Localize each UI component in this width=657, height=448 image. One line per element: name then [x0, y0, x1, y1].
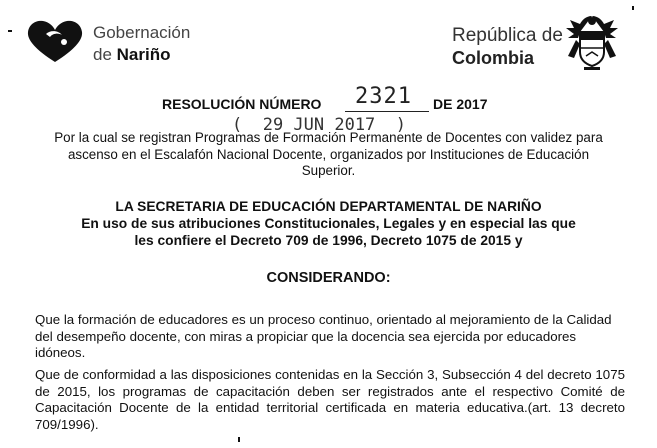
resolution-subtitle: Por la cual se registran Programas de Formación Permanente de Docentes con validez para ascenso en el Escalafón Nacional Docente, organizados por Instituciones de Educación Superior.: [54, 130, 603, 178]
scan-mark: [238, 437, 240, 442]
coat-of-arms-icon: [564, 12, 620, 72]
resolution-number-underline: [345, 111, 429, 112]
logo-line-republica: República de: [452, 25, 563, 46]
heart-logo-icon: [26, 20, 84, 64]
section-title: CONSIDERANDO:: [266, 270, 391, 286]
date-stamp: ( 29 JUN 2017 ): [232, 115, 406, 135]
resolution-title: [0, 84, 657, 116]
republica-colombia-logo: [452, 12, 652, 72]
logo-line-gobernacion: Gobernación: [93, 23, 191, 42]
paragraph: Que la formación de educadores es un proceso continuo, orientado al mejoramiento de la Calidad del desempeño docente, con miras a propiciar que la docencia sea ejercida por educadores idóneos.: [35, 312, 612, 361]
resolution-number-handwritten: 2321: [355, 84, 412, 109]
gobernacion-narino-logo: [26, 16, 191, 66]
paragraph: Que de conformidad a las disposiciones contenidas en la Sección 3, Subsección 4 del decreto 1075 de 2015, los programas de capacitación deben ser registrados ante el respectivo Comité de Capacitación Docente de la entidad territorial certificada en materia educativa.(art. 13 decreto 709/1996).: [35, 367, 625, 432]
heading-line-2: En uso de sus atribuciones Constitucionales, Legales y en especial las que: [81, 216, 576, 231]
logo-line-narino: de Nariño: [93, 45, 171, 64]
scan-mark: [632, 6, 634, 10]
heading-line-1: LA SECRETARIA DE EDUCACIÓN DEPARTAMENTAL DE NARIÑO: [115, 199, 542, 214]
scan-mark: [8, 30, 12, 32]
heading-line-3: les confiere el Decreto 709 de 1996, Decreto 1075 de 2015 y: [134, 233, 523, 248]
resolution-year: DE 2017: [433, 96, 488, 112]
logo-line-colombia: Colombia: [452, 48, 535, 68]
logo-narino-bold: Nariño: [116, 45, 171, 64]
issuer-heading: [30, 198, 627, 249]
resolution-label: RESOLUCIÓN NÚMERO: [162, 96, 322, 112]
